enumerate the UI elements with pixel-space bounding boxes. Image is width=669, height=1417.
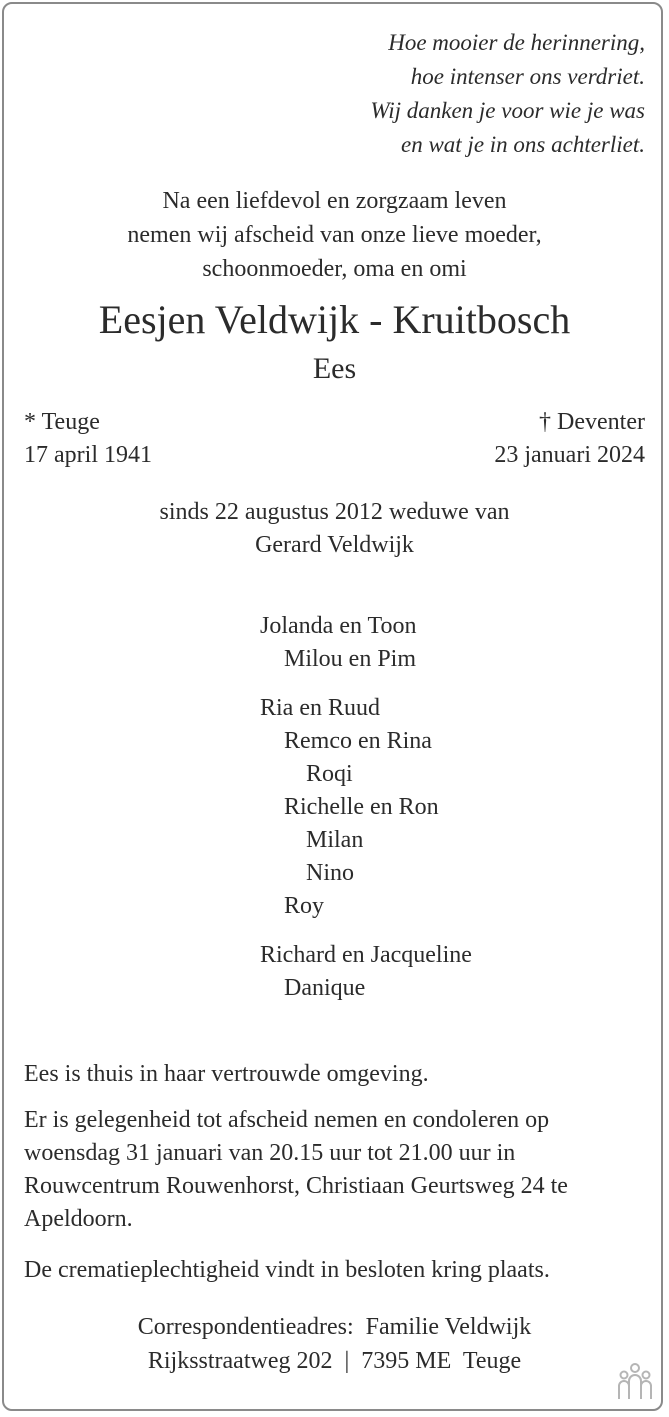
family-member: Richelle en Ron — [284, 794, 439, 820]
poem-line: Hoe mooier de herinnering, — [388, 30, 645, 55]
paragraph-cremation: De crematieplechtigheid vindt in besloten kring plaats. — [24, 1257, 550, 1283]
deceased-nickname: Ees — [312, 352, 357, 385]
death-place: † Deventer — [539, 409, 645, 435]
widow-line: sinds 22 augustus 2012 weduwe van — [159, 499, 510, 525]
family-list — [260, 610, 472, 1021]
family-member: Richard en Jacqueline — [260, 942, 472, 968]
family-member: Danique — [284, 975, 366, 1001]
family-member: Nino — [306, 860, 354, 886]
widow-line: Gerard Veldwijk — [255, 532, 414, 558]
birth-date: 17 april 1941 — [24, 442, 152, 468]
family-member: Ria en Ruud — [260, 695, 380, 721]
family-member: Milou en Pim — [284, 646, 417, 672]
poem-line: en wat je in ons achterliet. — [400, 132, 645, 157]
address-line: Correspondentieadres: Familie Veldwijk — [137, 1314, 532, 1340]
family-member: Jolanda en Toon — [260, 613, 417, 639]
family-group — [260, 939, 472, 1005]
birth-info — [24, 406, 152, 472]
family-member: Roy — [284, 893, 325, 919]
intro-text — [0, 184, 669, 286]
family-member: Roqi — [306, 761, 353, 787]
poem-line: Wij danken je voor wie je was — [370, 98, 645, 123]
deceased-name: Eesjen Veldwijk - Kruitbosch — [98, 297, 571, 342]
intro-line: schoonmoeder, oma en omi — [202, 256, 467, 282]
intro-line: nemen wij afscheid van onze lieve moeder, — [127, 222, 542, 248]
paragraph-condolence: Er is gelegenheid tot afscheid nemen en condoleren op woensdag 31 januari van 20.15 uur tot 21.00 uur in Rouwcentrum Rouwenhorst, Christiaan Geurtsweg 24 te Apeldoorn. — [24, 1107, 568, 1232]
correspondence-address — [0, 1310, 669, 1378]
family-member: Milan — [306, 827, 364, 853]
widow-text — [0, 496, 669, 562]
address-line: Rijksstraatweg 202 | 7395 ME Teuge — [147, 1348, 522, 1374]
family-group — [260, 692, 472, 923]
paragraph-home: Ees is thuis in haar vertrouwde omgeving. — [24, 1061, 429, 1087]
family-group — [260, 610, 472, 676]
family-figures-icon — [615, 1361, 655, 1401]
birth-place: * Teuge — [24, 409, 100, 435]
death-date: 23 januari 2024 — [494, 442, 645, 468]
family-member: Remco en Rina — [284, 728, 432, 754]
poem — [370, 26, 645, 162]
poem-line: hoe intenser ons verdriet. — [410, 64, 645, 89]
death-info — [494, 406, 645, 472]
intro-line: Na een liefdevol en zorgzaam leven — [162, 188, 507, 214]
